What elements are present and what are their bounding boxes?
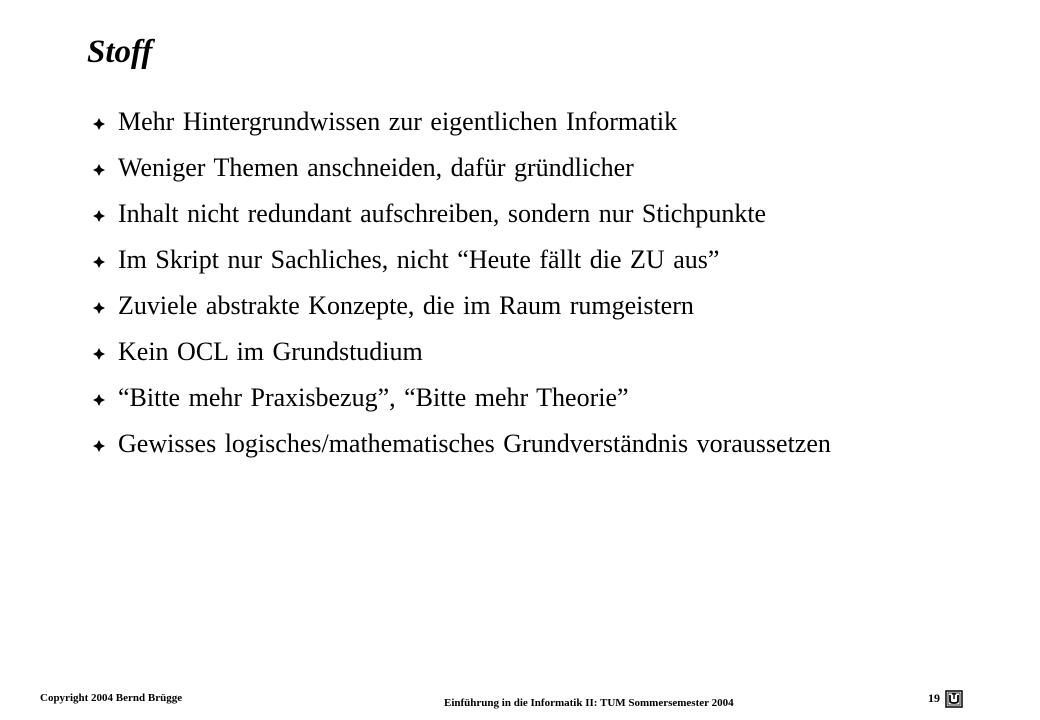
bullet-text: “Bitte mehr Praxisbezug”, “Bitte mehr Theorie” — [118, 383, 629, 412]
footer-copyright: Copyright 2004 Bernd Brügge — [40, 692, 183, 704]
page-number: 19 — [928, 691, 940, 705]
bullet-item — [93, 292, 993, 338]
diamond-bullet-icon — [93, 302, 105, 314]
bullet-item — [93, 200, 993, 246]
bullet-text: Mehr Hintergrundwissen zur eigentlichen Informatik — [118, 107, 678, 136]
bullet-item — [93, 154, 993, 200]
bullet-item — [93, 384, 993, 430]
bullet-list — [93, 108, 993, 458]
tum-logo-icon — [945, 690, 963, 708]
footer-course-title: Einführung in die Informatik II: TUM Sommersemester 2004 — [444, 697, 734, 709]
bullet-item — [93, 338, 993, 384]
bullet-item — [93, 246, 993, 292]
bullet-text: Weniger Themen anschneiden, dafür gründlicher — [118, 153, 634, 182]
diamond-bullet-icon — [93, 256, 105, 268]
diamond-bullet-icon — [93, 210, 105, 222]
bullet-text: Zuviele abstrakte Konzepte, die im Raum rumgeistern — [118, 291, 694, 320]
bullet-text: Im Skript nur Sachliches, nicht “Heute fällt die ZU aus” — [118, 245, 720, 274]
bullet-text: Inhalt nicht redundant aufschreiben, sondern nur Stichpunkte — [118, 199, 767, 228]
bullet-text: Kein OCL im Grundstudium — [118, 337, 423, 366]
bullet-item — [93, 430, 993, 458]
diamond-bullet-icon — [93, 164, 105, 176]
bullet-item — [93, 108, 993, 154]
diamond-bullet-icon — [93, 118, 105, 130]
bullet-text: Gewisses logisches/mathematisches Grundverständnis voraussetzen — [118, 429, 831, 458]
slide-title: Stoff — [87, 34, 153, 70]
diamond-bullet-icon — [93, 394, 105, 406]
diamond-bullet-icon — [93, 440, 105, 452]
diamond-bullet-icon — [93, 348, 105, 360]
